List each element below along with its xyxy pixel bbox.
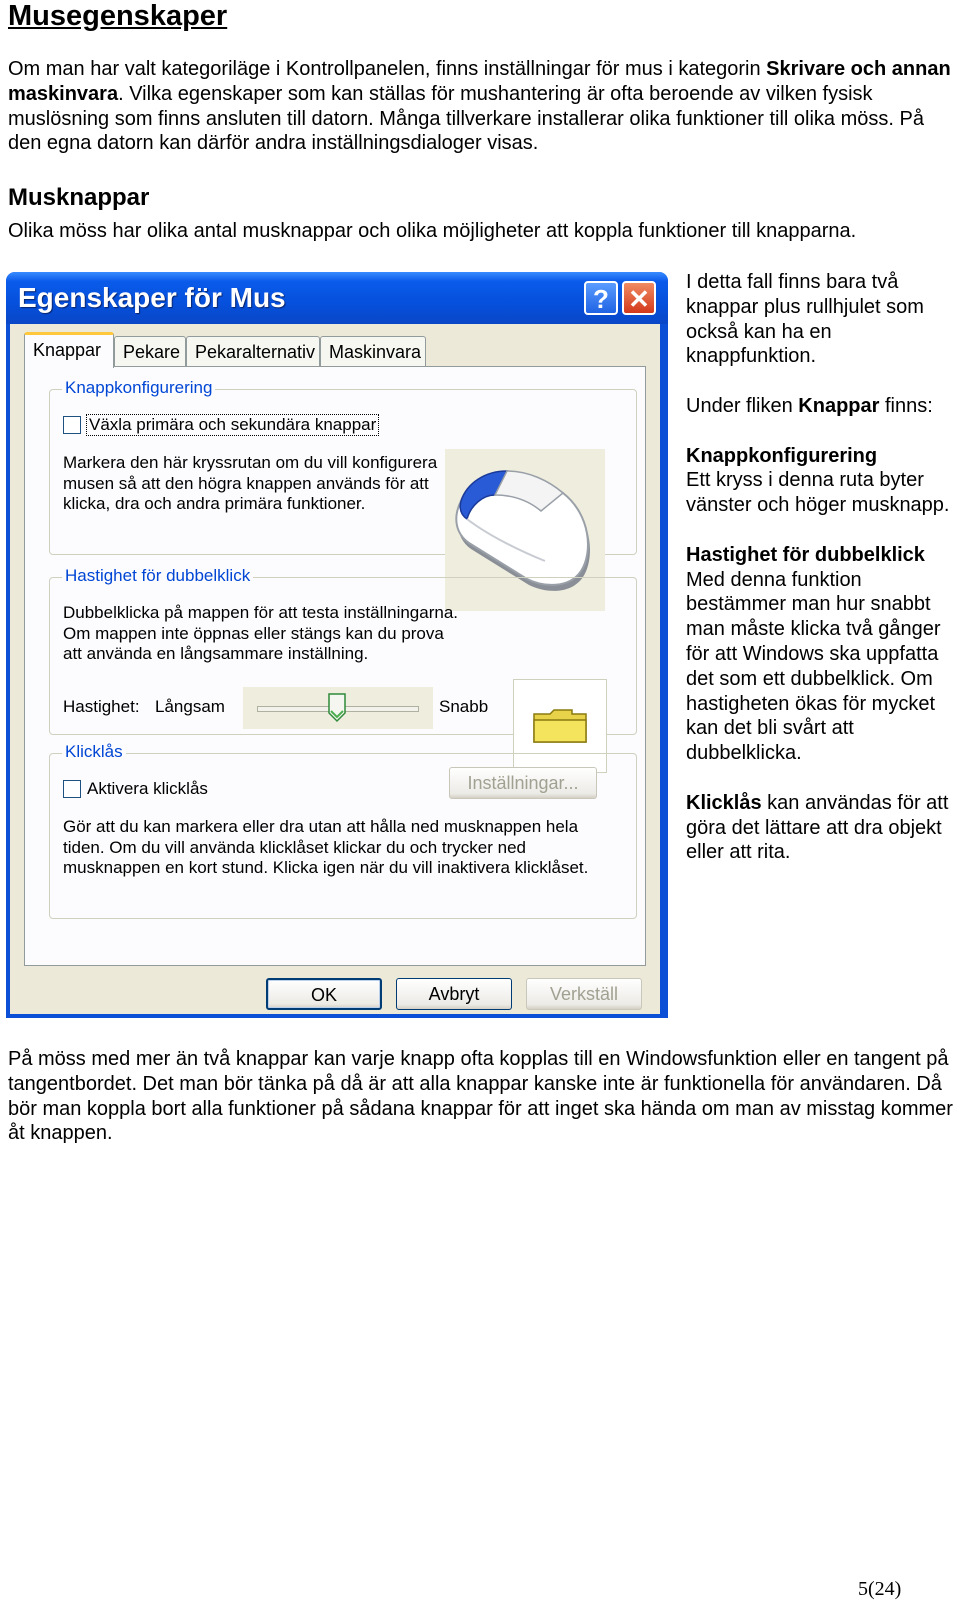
bottom-paragraph: På möss med mer än två knappar kan varje knapp ofta kopplas till en Windowsfunktion eller en tangent på tangentbordet. Det man bör tänka på då är att alla knappar kanske inte är funktionella för användaren. Då bör man koppla bort alla funktioner på sådana knappar för att inget ska hända om man av misstag kommer åt knappen. xyxy=(8,1048,953,1145)
side-note-4-heading: Hastighet för dubbelklick xyxy=(686,543,925,566)
tab-pekare[interactable]: Pekare xyxy=(114,336,186,366)
intro-text-1: Om man har valt kategoriläge i Kontrollpanelen, finns inställningar för mus i kategorin xyxy=(8,58,767,80)
page-number: 5(24) xyxy=(858,1578,902,1600)
click-lock-description: Gör att du kan markera eller dra utan att hålla ned musknappen hela tiden. Om du vill använda klicklåset klickar du och trycker ned musknappen en kort stund. Klicka igen när du vill inaktivera klicklåset. xyxy=(63,817,589,877)
section-heading: Musknappar xyxy=(8,184,150,211)
click-lock-row[interactable] xyxy=(63,779,208,799)
fast-label: Snabb xyxy=(439,697,489,716)
group-title-clicklock: Klicklås xyxy=(62,742,126,762)
speed-slider[interactable] xyxy=(243,687,433,729)
group-title-config: Knappkonfigurering xyxy=(62,378,215,398)
group-title-dblclick: Hastighet för dubbelklick xyxy=(62,566,253,586)
side-note-2-bold: Knappar xyxy=(798,394,880,417)
slow-label: Långsam xyxy=(155,697,225,716)
speed-label: Hastighet: xyxy=(63,697,140,716)
dialog-client-area xyxy=(10,324,660,1014)
tab-pekaralternativ[interactable]: Pekaralternativ xyxy=(186,336,320,366)
click-lock-label[interactable]: Aktivera klicklås xyxy=(87,779,208,798)
config-description: Markera den här kryssrutan om du vill konfigurera musen så att den högra knappen används för att klicka, dra och andra primära funktioner. xyxy=(63,453,438,513)
side-note-5-heading: Klicklås xyxy=(686,791,762,814)
help-icon: ? xyxy=(593,284,609,314)
dblclick-description: Dubbelklicka på mappen för att testa inställningarna. Om mappen inte öppnas eller stängs kan du prova att använda en långsammare inställning. xyxy=(63,603,459,663)
help-button[interactable] xyxy=(584,281,618,315)
tab-knappar[interactable]: Knappar xyxy=(24,332,114,368)
ok-button[interactable]: OK xyxy=(266,978,382,1010)
side-note-2-before: Under fliken xyxy=(686,394,799,417)
close-icon: ✕ xyxy=(628,284,650,314)
side-note-1: I detta fall finns bara två knappar plus rullhjulet som också kan ha en knappfunktion. xyxy=(686,271,924,368)
swap-buttons-label[interactable]: Växla primära och sekundära knappar xyxy=(89,415,377,434)
side-note-5-text: kan användas för att göra det lättare att dra objekt eller att rita. xyxy=(686,791,949,864)
side-note-3 xyxy=(686,444,956,518)
side-notes xyxy=(686,270,956,890)
dialog-title: Egenskaper för Mus xyxy=(18,282,286,313)
swap-buttons-checkbox[interactable] xyxy=(63,416,81,434)
intro-text-2: . Vilka egenskaper som kan ställas för mushantering är ofta beroende av vilken fysisk muslösning som finns ansluten till datorn. Många tillverkare installerar olika funktioner till olika möss. På den egna datorn kan därför andra inställningsdialoger visas. xyxy=(8,82,924,155)
tab-maskinvara[interactable]: Maskinvara xyxy=(320,336,426,366)
intro-bold-category: Skrivare och annan maskinvara xyxy=(8,58,951,105)
side-note-3-heading: Knappkonfigurering xyxy=(686,444,878,467)
page-title: Musegenskaper xyxy=(8,0,228,32)
side-note-4-text: Med denna funktion bestämmer man hur snabbt man måste klicka två gånger för att Windows ska uppfatta det som ett dubbelklick. Om hastigheten ökas för mycket kan det bli svårt att dubbelklicka. xyxy=(686,568,941,765)
section-text: Olika möss har olika antal musknappar och olika möjligheter att koppla funktioner till knapparna. xyxy=(8,220,857,242)
side-note-4 xyxy=(686,543,956,766)
swap-buttons-row[interactable] xyxy=(63,415,378,435)
dialog-titlebar xyxy=(6,272,668,324)
tab-panel-knappar xyxy=(24,366,646,966)
side-note-3-text: Ett kryss i denna ruta byter vänster och höger musknapp. xyxy=(686,469,950,517)
side-note-2 xyxy=(686,394,956,419)
side-note-5 xyxy=(686,791,956,865)
slider-thumb-icon[interactable] xyxy=(327,693,347,723)
intro-paragraph xyxy=(8,57,953,156)
click-lock-checkbox[interactable] xyxy=(63,780,81,798)
cancel-button[interactable]: Avbryt xyxy=(396,978,512,1010)
side-note-2-after: finns: xyxy=(879,394,933,417)
click-lock-settings-button[interactable]: Inställningar... xyxy=(449,767,597,799)
mouse-properties-dialog xyxy=(6,272,668,1018)
close-button[interactable] xyxy=(622,281,656,315)
apply-button[interactable]: Verkställ xyxy=(526,978,642,1010)
